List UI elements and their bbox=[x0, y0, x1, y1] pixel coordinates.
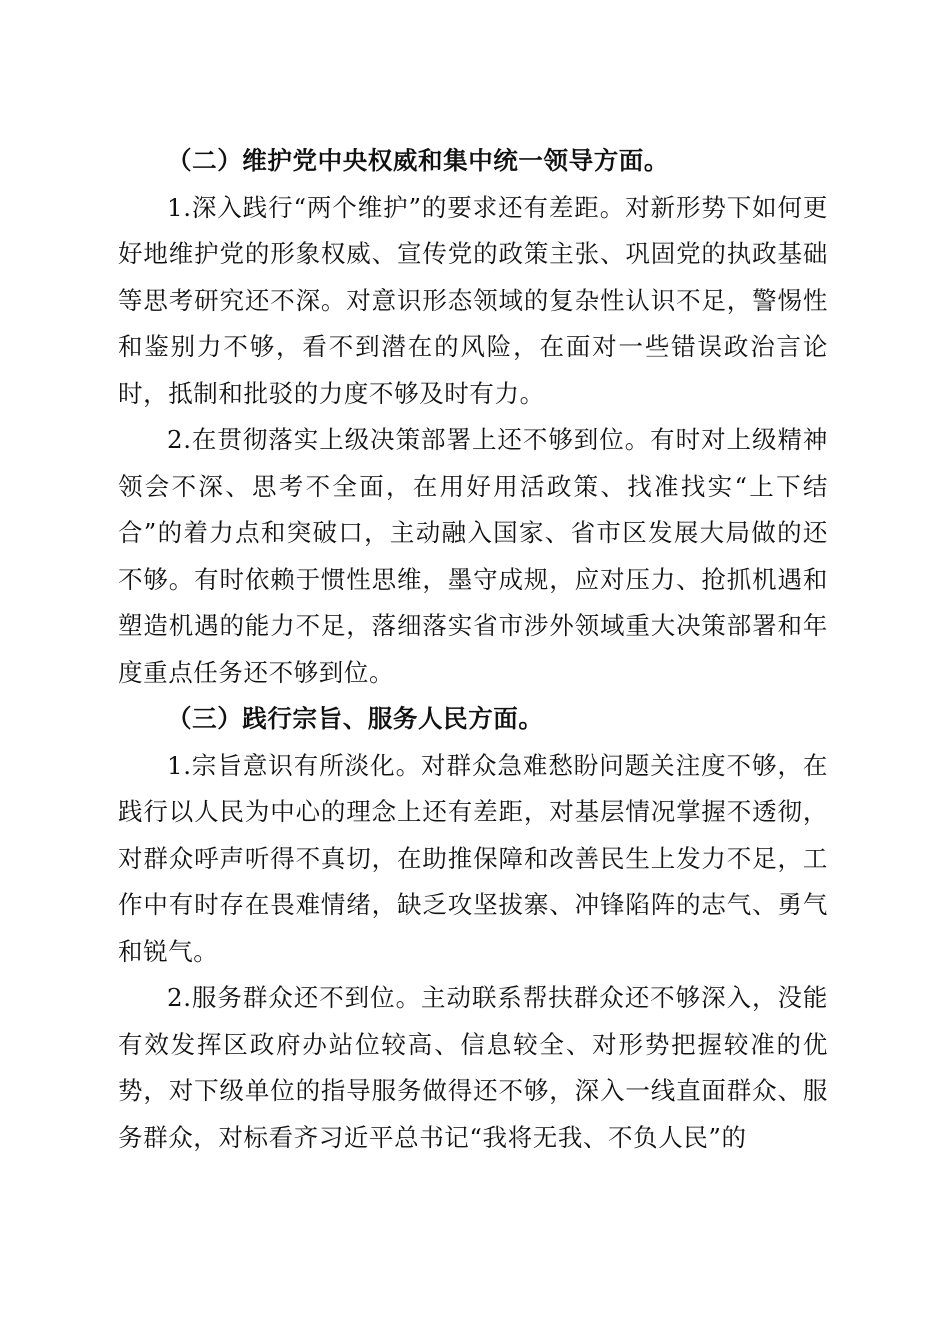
paragraph-3-2: 2.服务群众还不到位。主动联系帮扶群众还不够深入，没能有效发挥区政府办站位较高、信息较全、对形势把握较准的优势，对下级单位的指导服务做得还不够，深入一线直面群众、服务群众，对标看齐习近平总书记“我将无我、不负人民”的 bbox=[118, 983, 828, 1152]
section-heading-2: （二）维护党中央权威和集中统一领导方面。 bbox=[167, 146, 669, 175]
paragraph-2-2: 2.在贯彻落实上级决策部署上还不够到位。有时对上级精神领会不深、思考不全面，在用好用活政策、找准找实“上下结合”的着力点和突破口，主动融入国家、省市区发展大局做的还不够。有时依赖于惯性思维，墨守成规，应对压力、抢抓机遇和塑造机遇的能力不足，落细落实省市涉外领域重大决策部署和年度重点任务还不够到位。 bbox=[118, 425, 828, 687]
paragraph-2-1: 1.深入践行“两个维护”的要求还有差距。对新形势下如何更好地维护党的形象权威、宣传党的政策主张、巩固党的执政基础等思考研究还不深。对意识形态领域的复杂性认识不足，警惕性和鉴别力不够，看不到潜在的风险，在面对一些错误政治言论时，抵制和批驳的力度不够及时有力。 bbox=[118, 192, 828, 408]
document-body bbox=[118, 138, 828, 1161]
paragraph-3-1: 1.宗旨意识有所淡化。对群众急难愁盼问题关注度不够，在践行以人民为中心的理念上还有差距，对基层情况掌握不透彻，对群众呼声听得不真切，在助推保障和改善民生上发力不足，工作中有时存在畏难情绪，缺乏攻坚拔寨、冲锋陷阵的志气、勇气和锐气。 bbox=[118, 750, 828, 966]
section-heading-3: （三）践行宗旨、服务人民方面。 bbox=[167, 704, 544, 733]
